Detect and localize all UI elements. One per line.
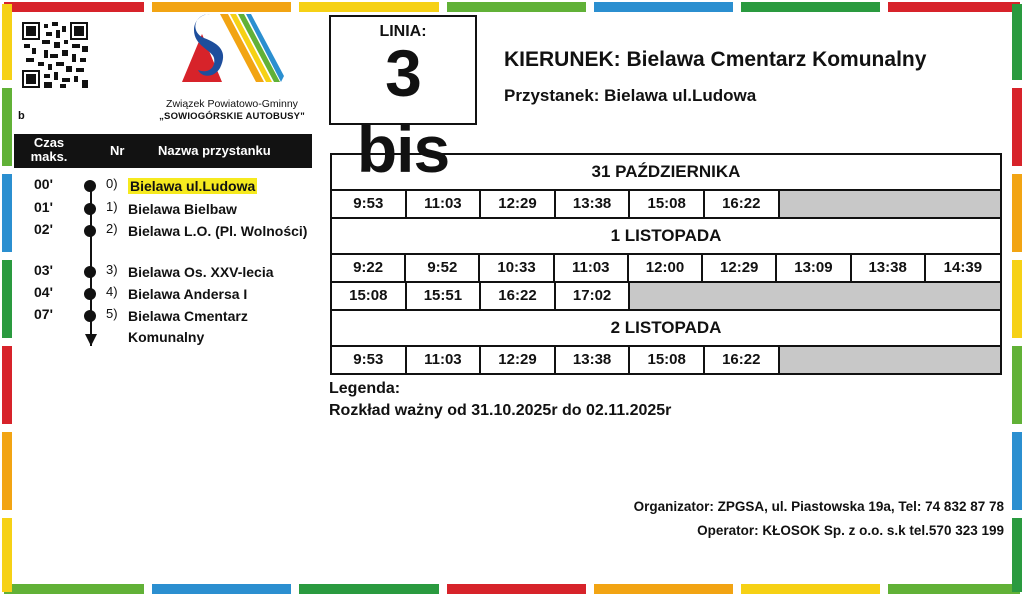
operator-info: Operator: KŁOSOK Sp. z o.o. s.k tel.570 323 199: [697, 523, 1004, 538]
departure-time: 16:22: [705, 347, 780, 373]
departure-time: 11:03: [407, 347, 482, 373]
departure-time: 12:00: [629, 255, 703, 281]
header-nazwa: Nazwa przystanku: [158, 143, 271, 158]
organizer-info: Organizator: ZPGSA, ul. Piastowska 19a, Tel: 74 832 87 78: [633, 499, 1004, 514]
frame-segment: [299, 584, 439, 594]
stop-nr: 0): [106, 176, 118, 191]
departure-time: 12:29: [481, 191, 556, 217]
frame-segment: [4, 2, 144, 12]
stop-name: [128, 262, 308, 283]
departure-time: 17:02: [556, 283, 631, 309]
frame-segment: [1012, 88, 1022, 166]
stop-nr: 4): [106, 284, 118, 299]
departure-time: 10:33: [480, 255, 554, 281]
stop-time: 00': [34, 176, 53, 192]
empty-cell: [780, 347, 1000, 373]
frame-segment: [888, 584, 1020, 594]
org-name-line1: Związek Powiatowo-Gminny: [166, 98, 298, 110]
route-arrow-icon: [85, 334, 97, 346]
departure-time: 11:03: [407, 191, 482, 217]
frame-segment: [152, 584, 291, 594]
frame-segment: [1012, 518, 1022, 592]
empty-cell: [780, 191, 1000, 217]
header-nr: Nr: [110, 143, 125, 158]
departure-time: 13:38: [852, 255, 926, 281]
sowiogorskie-autobusy-logo: [180, 12, 284, 94]
frame-segment: [2, 4, 12, 80]
frame-segment: [2, 518, 12, 592]
frame-segment: [447, 2, 586, 12]
frame-segment: [741, 2, 880, 12]
stop-nr: 1): [106, 199, 118, 214]
stop-dot-icon: [84, 203, 96, 215]
departure-time: 13:38: [556, 347, 631, 373]
org-name-line2: „SOWIOGÓRSKIE AUTOBUSY": [159, 111, 305, 122]
stop-time: 03': [34, 262, 53, 278]
stop-name: [128, 284, 308, 305]
frame-segment: [741, 584, 880, 594]
departure-time: 15:51: [407, 283, 482, 309]
frame-segment: [299, 2, 439, 12]
departure-time: 13:09: [777, 255, 851, 281]
stop-name-text: Bielawa Os. XXV-lecia: [128, 264, 274, 280]
departure-time: 9:53: [332, 347, 407, 373]
stop-name: [128, 306, 308, 348]
stop-dot-icon: [84, 266, 96, 278]
timetable-date: 2 LISTOPADA: [332, 311, 1000, 347]
departure-time: 16:22: [705, 191, 780, 217]
frame-segment: [1012, 346, 1022, 424]
legend-title: Legenda:: [329, 380, 401, 397]
stop-name: [128, 221, 308, 242]
stop-name-text: Bielawa Bielbaw: [128, 201, 237, 217]
frame-segment: [4, 584, 144, 594]
stop-dot-icon: [84, 288, 96, 300]
frame-segment: [2, 88, 12, 166]
validity-text: Rozkład ważny od 31.10.2025r do 02.11.2025r: [329, 402, 672, 419]
departure-time: 12:29: [703, 255, 777, 281]
stop-nr: 2): [106, 221, 118, 236]
frame-segment: [594, 584, 733, 594]
stop-name-text: Bielawa Cmentarz Komunalny: [128, 308, 248, 345]
departure-time: 14:39: [943, 259, 983, 276]
stop-time: 02': [34, 221, 53, 237]
empty-cell: [630, 283, 1000, 309]
stop-time: 01': [34, 199, 53, 215]
stop-name-text: Bielawa L.O. (Pl. Wolności): [128, 223, 308, 239]
line-number: 3 bis: [356, 36, 450, 186]
frame-segment: [2, 346, 12, 424]
frame-segment: [888, 2, 1020, 12]
departure-time: 9:22: [332, 255, 406, 281]
stop-name: [128, 199, 308, 220]
frame-segment: [2, 174, 12, 252]
stop-text: Przystanek: Bielawa ul.Ludowa: [504, 86, 757, 105]
stop-dot-icon: [84, 225, 96, 237]
stop-dot-icon: [84, 180, 96, 192]
departure-time: 9:52: [406, 255, 480, 281]
line-label: LINIA:: [379, 23, 427, 40]
departure-time: 11:03: [555, 255, 629, 281]
frame-segment: [1012, 260, 1022, 338]
timetable-date: 1 LISTOPADA: [332, 219, 1000, 255]
frame-segment: [152, 2, 291, 12]
timetable-row: [332, 255, 1000, 283]
stop-dot-icon: [84, 310, 96, 322]
frame-segment: [1012, 4, 1022, 80]
departure-time: 16:22: [481, 283, 556, 309]
departure-time: 15:08: [332, 283, 407, 309]
departure-time: 15:08: [630, 191, 705, 217]
stop-time: 04': [34, 284, 53, 300]
direction-text: KIERUNEK: Bielawa Cmentarz Komunalny: [504, 48, 927, 71]
stop-list: [14, 176, 314, 356]
stop-nr: 5): [106, 306, 118, 321]
stop-name: [128, 176, 308, 197]
header-czas: Czas maks.: [30, 135, 68, 164]
departure-time: 15:08: [630, 347, 705, 373]
b-mark: b: [18, 110, 25, 122]
frame-segment: [2, 432, 12, 510]
timetable: [330, 153, 1002, 375]
timetable-row: [332, 191, 1000, 219]
frame-segment: [1012, 432, 1022, 510]
frame-segment: [447, 584, 586, 594]
frame-segment: [594, 2, 733, 12]
stop-list-header: [14, 134, 312, 168]
qr-code-icon: [22, 22, 88, 88]
timetable-row: [332, 283, 1000, 311]
stop-nr: 3): [106, 262, 118, 277]
line-box: [329, 15, 477, 186]
timetable-row: [332, 347, 1000, 373]
stop-name-text: Bielawa Andersa I: [128, 286, 248, 302]
stop-time: 07': [34, 306, 53, 322]
timetable-date: 31 PAŹDZIERNIKA: [332, 155, 1000, 191]
departure-time: 12:29: [481, 347, 556, 373]
departure-time: 9:53: [332, 191, 407, 217]
departure-time: 13:38: [556, 191, 631, 217]
frame-segment: [2, 260, 12, 338]
frame-segment: [1012, 174, 1022, 252]
stop-name-text: Bielawa ul.Ludowa: [130, 178, 256, 194]
